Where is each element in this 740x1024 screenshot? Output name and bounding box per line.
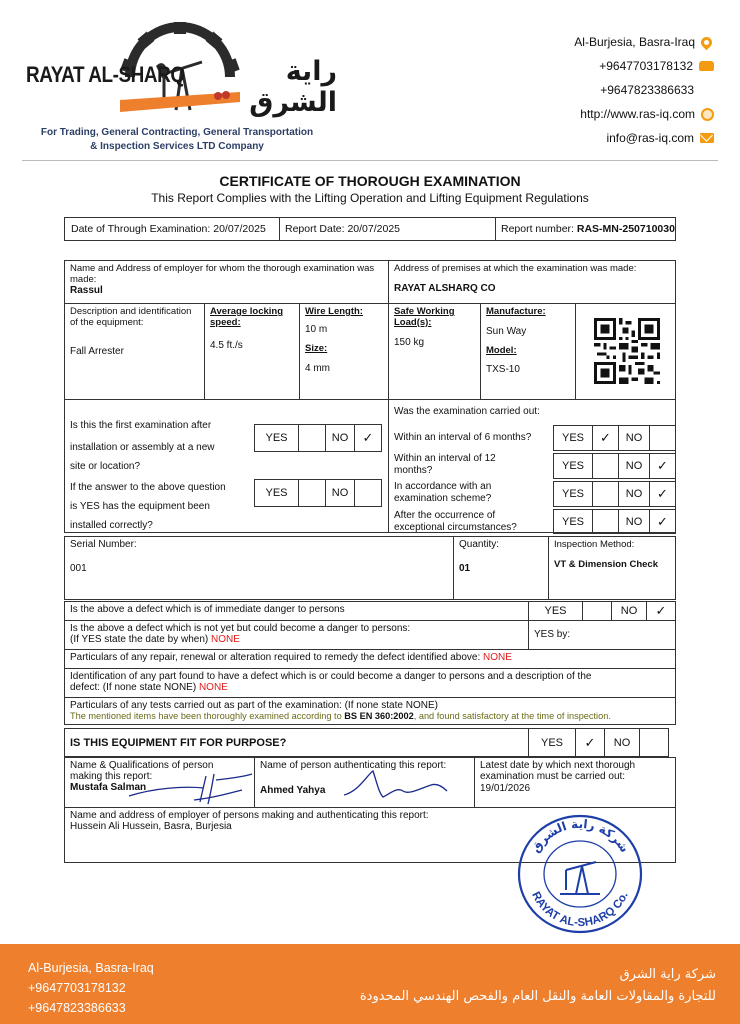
r4-line: exceptional circumstances? [394, 522, 517, 533]
q2-yes-option[interactable]: YES [254, 479, 299, 507]
q1-yes-checkbox[interactable] [298, 424, 326, 452]
contact-address-text: Al-Burjesia, Basra-Iraq [574, 35, 695, 49]
report-author-label-1: Name & Qualifications of person [70, 760, 214, 771]
r2-line: Within an interval of 12 [394, 453, 496, 464]
q2-line: is YES has the equipment been [70, 501, 210, 512]
wire-length-label: Wire Length: [305, 306, 363, 317]
fit-no-option[interactable]: NO [604, 728, 640, 757]
swl-value: 150 kg [394, 337, 425, 348]
locking-speed-label: Average locking speed: [210, 306, 284, 328]
letterhead [0, 0, 740, 162]
r4-no-checkbox-checked[interactable]: ✓ [649, 509, 676, 534]
employer-of-persons-label: Name and address of employer of persons making and authenticating this report: [70, 810, 429, 821]
tests-standard: BS EN 360:2002 [344, 711, 414, 721]
premises-label: Address of premises at which the examination was made: [394, 263, 637, 274]
report-info-bar [64, 217, 676, 241]
r2-no-option[interactable]: NO [618, 453, 650, 479]
footer-contacts [28, 958, 154, 1018]
wire-length-cell [299, 303, 389, 400]
future-danger-none: NONE [211, 634, 240, 645]
inspection-method-value: VT & Dimension Check [554, 559, 658, 570]
q1-no-checkbox-checked[interactable]: ✓ [354, 424, 382, 452]
next-exam-label-1: Latest date by which next thorough [480, 760, 636, 771]
brand-name-ar: راية الشرق [249, 56, 337, 118]
svg-text:شركة راية الشرق [528, 817, 631, 855]
footer-phone-2: +9647823386633 [28, 1001, 126, 1015]
signature-ahmed [339, 765, 449, 805]
immediate-danger-label: Is the above a defect which is of immediate danger to persons [70, 604, 345, 615]
footer-ar-line-1: شركة راية الشرق [619, 967, 716, 982]
fit-for-purpose-cell [64, 728, 529, 757]
q1-yes-option[interactable]: YES [254, 424, 299, 452]
r1-no-option[interactable]: NO [618, 425, 650, 451]
exam-date-label: Date of Through Examination: [71, 223, 211, 235]
q2-line: If the answer to the above question [70, 482, 226, 493]
qr-code-cell [575, 303, 676, 400]
company-tagline [22, 126, 332, 154]
quantity-label: Quantity: [459, 539, 500, 550]
future-danger-line-1: Is the above a defect which is not yet but could become a danger to persons: [70, 623, 411, 634]
size-value: 4 mm [305, 363, 330, 374]
report-number-value: RAS-MN-250710030 [576, 223, 675, 235]
serial-number-value: 001 [70, 563, 87, 574]
equipment-desc-cell [64, 303, 205, 400]
premises-value: RAYAT ALSHARQ CO [394, 283, 496, 294]
interval-6-months: Within an interval of 6 months? [394, 432, 532, 443]
swl-label: Safe Working Load(s): [394, 306, 455, 328]
immediate-danger-cell [64, 601, 529, 621]
contact-phone-2-text: +9647823386633 [600, 83, 694, 97]
certificate-subtitle: This Report Complies with the Lifting Operation and Lifting Equipment Regulations [151, 191, 589, 205]
r2-yes-option[interactable]: YES [553, 453, 593, 479]
r4-no-option[interactable]: NO [618, 509, 650, 534]
certificate-title: CERTIFICATE OF THOROUGH EXAMINATION [219, 173, 521, 189]
r3-no-checkbox-checked[interactable]: ✓ [649, 481, 676, 507]
fit-yes-checkbox-checked[interactable]: ✓ [575, 728, 605, 757]
report-number-field [495, 218, 675, 240]
repair-none: NONE [483, 652, 512, 663]
exam-date-value: 20/07/2025 [213, 223, 266, 235]
size-label: Size: [305, 343, 328, 354]
carried-out-label: Was the examination carried out: [394, 406, 540, 417]
future-danger-line-2: (If YES state the date by when) [70, 634, 209, 645]
q2-yes-checkbox[interactable] [298, 479, 326, 507]
q1-no-option[interactable]: NO [325, 424, 355, 452]
q2-no-checkbox[interactable] [354, 479, 382, 507]
next-exam-value: 19/01/2026 [480, 783, 531, 794]
manufacture-cell [480, 303, 576, 400]
tests-cell [64, 697, 676, 725]
next-exam-label-2: examination must be carried out: [480, 771, 626, 782]
r2-line: months? [394, 465, 433, 476]
contact-phone-2 [574, 78, 714, 102]
stamp-text-ar: شركة راية الشرق [528, 816, 632, 856]
locking-speed-cell [204, 303, 300, 400]
contact-website-link[interactable]: http://www.ras-iq.com [580, 107, 695, 121]
employer-label: Name and Address of employer for whom the thorough examination was made: [70, 263, 375, 285]
interval-12-months [394, 453, 496, 477]
r4-yes-option[interactable]: YES [553, 509, 593, 534]
tests-statement-pre: The mentioned items have been thoroughly examined according to [70, 711, 345, 721]
premises-cell [388, 260, 676, 304]
defective-part-line-1: Identification of any part found to have a defect which is or could become a danger to persons and a description of the [70, 671, 592, 682]
r3-no-option[interactable]: NO [618, 481, 650, 507]
tagline-line-2: & Inspection Services LTD Company [90, 141, 264, 152]
company-seal-stamp [516, 812, 644, 934]
fit-for-purpose-question: IS THIS EQUIPMENT FIT FOR PURPOSE? [70, 737, 287, 749]
wire-length-value: 10 m [305, 324, 328, 335]
first-exam-question [70, 418, 215, 474]
footer-phone-1: +9647703178132 [28, 981, 126, 995]
header-divider [22, 160, 718, 161]
contact-phone-1 [574, 54, 714, 78]
stamp-text-en: RAYAT AL-SHARQ Co. [529, 889, 631, 930]
location-pin-icon [699, 34, 715, 50]
footer-ar-line-2: للتجارة والمقاولات العامة والنقل العام والفحص الهندسي المحدودة [359, 989, 716, 1004]
installed-correctly-question [70, 480, 226, 533]
footer-company-ar [360, 964, 716, 1008]
q1-line: installation or assembly at a new [70, 442, 215, 453]
r1-yes-option[interactable]: YES [553, 425, 593, 451]
immediate-yes-option[interactable]: YES [528, 601, 583, 621]
employer-cell [64, 260, 389, 304]
report-date-field [279, 218, 400, 240]
contact-website [574, 102, 714, 126]
immediate-no-checkbox-checked[interactable]: ✓ [646, 601, 676, 621]
tagline-line-1: For Trading, General Contracting, General Transportation [40, 127, 314, 138]
telephone-icon [699, 61, 714, 71]
tests-label: Particulars of any tests carried out as part of the examination: (If none state NONE) [70, 700, 438, 711]
r3-yes-checkbox[interactable] [592, 481, 619, 507]
repair-cell [64, 649, 676, 669]
equipment-desc-value: Fall Arrester [70, 346, 124, 357]
defective-part-cell [64, 668, 676, 698]
manufacture-label: Manufacture: [486, 306, 546, 317]
future-danger-cell [64, 620, 529, 650]
swl-cell [388, 303, 481, 400]
exam-date-field [65, 218, 266, 240]
tests-statement [70, 711, 670, 721]
authenticator-value: Ahmed Yahya [260, 785, 326, 796]
quantity-value: 01 [459, 563, 471, 574]
contact-email [574, 126, 714, 150]
q2-no-option[interactable]: NO [325, 479, 355, 507]
svg-text:RAYAT AL-SHARQ Co. [529, 890, 631, 929]
quantity-cell [453, 536, 549, 600]
immediate-no-option[interactable]: NO [611, 601, 647, 621]
r2-no-checkbox-checked[interactable]: ✓ [649, 453, 676, 479]
report-number-label: Report number: [501, 223, 574, 235]
defective-part-line-2: defect: (If none state NONE) [70, 682, 197, 693]
inspection-method-cell [548, 536, 676, 600]
fit-no-checkbox[interactable] [639, 728, 669, 757]
repair-label: Particulars of any repair, renewal or alteration required to remedy the defect identified above: [70, 652, 481, 663]
footer-address: Al-Burjesia, Basra-Iraq [28, 961, 154, 975]
q2-line: installed correctly? [70, 520, 153, 531]
contact-address [574, 30, 714, 54]
next-exam-cell [474, 757, 676, 808]
employer-of-persons-value: Hussein Ali Hussein, Basra, Burjesia [70, 821, 232, 832]
employer-value: Rassul [70, 285, 103, 296]
report-author-value: Mustafa Salman [70, 782, 147, 793]
manufacture-value: Sun Way [486, 326, 527, 337]
yes-by-label: YES by: [534, 629, 571, 640]
model-value: TXS-10 [486, 364, 520, 375]
company-logo [22, 22, 337, 127]
q1-line: site or location? [70, 461, 141, 472]
contact-phone-1-text: +9647703178132 [599, 59, 693, 73]
model-label: Model: [486, 345, 517, 356]
r1-yes-checkbox-checked[interactable]: ✓ [592, 425, 619, 451]
serial-number-cell [64, 536, 454, 600]
r3-yes-option[interactable]: YES [553, 481, 593, 507]
r1-no-checkbox[interactable] [649, 425, 676, 451]
qr-code[interactable] [594, 318, 660, 384]
authenticator-label: Name of person authenticating this report: [260, 760, 447, 771]
contact-block [574, 30, 714, 150]
exceptional-circumstances [394, 510, 517, 534]
locking-speed-value: 4.5 ft./s [210, 340, 243, 351]
defective-part-none: NONE [198, 682, 228, 693]
inspection-method-label: Inspection Method: [554, 539, 635, 550]
yes-by-cell [528, 620, 676, 650]
serial-number-label: Serial Number: [70, 539, 137, 550]
globe-icon [701, 108, 714, 121]
q1-line: Is this the first examination after [70, 420, 212, 431]
equipment-desc-label: Description and identification of the equipment: [70, 306, 192, 328]
r4-line: After the occurrence of [394, 510, 496, 521]
signature-mustafa [124, 768, 254, 808]
fit-yes-option[interactable]: YES [528, 728, 576, 757]
footer-band [0, 944, 740, 1024]
report-author-label-2: making this report: [70, 771, 153, 782]
exam-scheme [394, 481, 491, 505]
report-date-label: Report Date: [285, 223, 345, 235]
email-icon [700, 133, 714, 143]
r3-line: In accordance with an [394, 481, 492, 492]
r2-yes-checkbox[interactable] [592, 453, 619, 479]
r3-line: examination scheme? [394, 493, 492, 504]
contact-email-link[interactable]: info@ras-iq.com [606, 131, 694, 145]
brand-name-en: RAYAT AL-SHARQ [26, 62, 185, 87]
report-date-value: 20/07/2025 [347, 223, 401, 235]
tests-statement-post: , and found satisfactory at the time of inspection. [413, 711, 611, 721]
immediate-yes-checkbox[interactable] [582, 601, 612, 621]
r4-yes-checkbox[interactable] [592, 509, 619, 534]
